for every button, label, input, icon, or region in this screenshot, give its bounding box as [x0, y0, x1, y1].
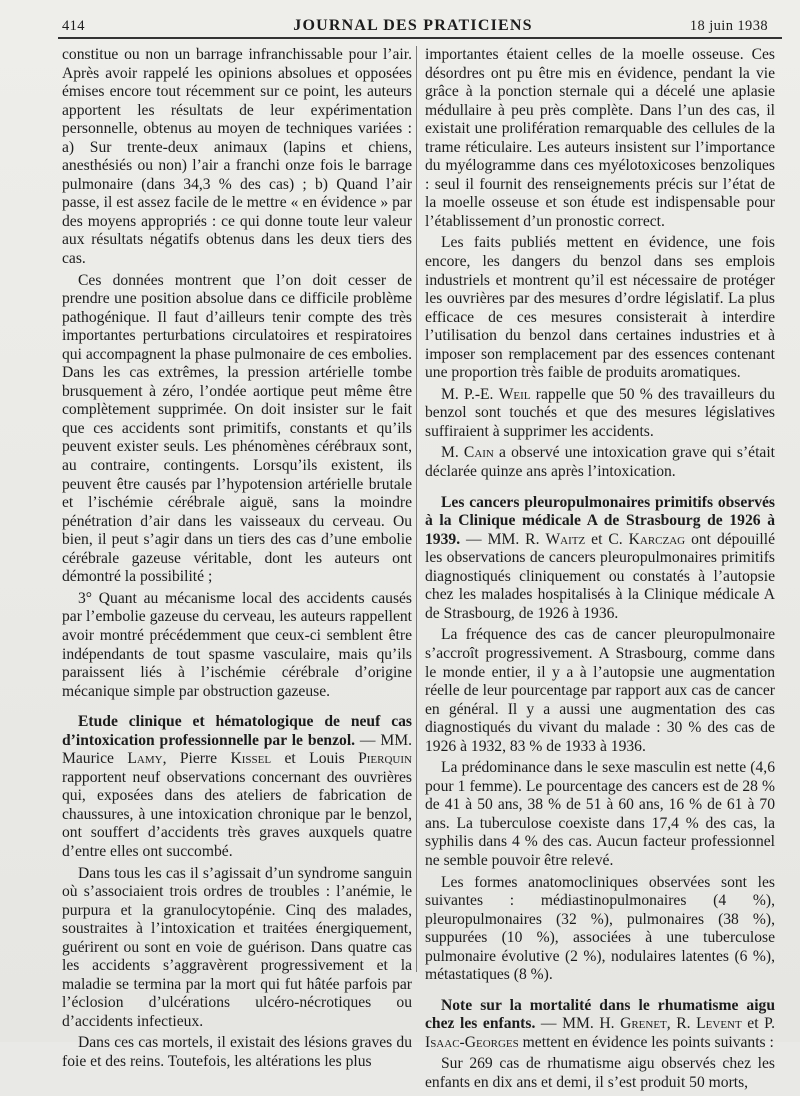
left-column	[62, 46, 412, 1075]
author-name: Waitz	[545, 530, 586, 548]
header-rule	[58, 37, 782, 39]
author-name: Kissel	[230, 750, 272, 768]
paragraph: La fréquence des cas de cancer pleuropulmonaire s’accroît progressivement. A Strasbourg, comme dans le monde entier, il y a à l’autopsie une augmentation réelle de leur pourcentage par rapport aux cas de cancer en général. Il y a aussi une augmentation des cas diagnostiqués du vivant du malade : 30 % des cas de 1926 à 1932, 83 % de 1933 à 1936.	[425, 626, 775, 755]
page-number: 414	[62, 18, 85, 34]
article-heading: Etude clinique et hématologique de neuf cas d’intoxication professionnelle par le benzol.	[62, 713, 412, 749]
column-divider	[416, 46, 417, 972]
paragraph: Dans ces cas mortels, il existait des lésions graves du foie et des reins. Toutefois, les altérations les plus	[62, 1034, 412, 1070]
author-name: Grenet	[620, 1015, 667, 1033]
author-name: Lamy	[127, 750, 163, 768]
paragraph: Dans tous les cas il s’agissait d’un syndrome sanguin où s’associaient trois ordres de troubles : l’anémie, le purpura et la granulocytopénie. Cinq des malades, soustraites à l’intoxication et traitées énergiquement, guérirent ou sont en voie de guérison. Dans quatre cas les accidents s’aggravèrent progressivement et la maladie se termina par la mort qui fut hâtée parfois par l’éclosion d’ulcérations ulcéro-nécrotiques ou d’accidents infectieux.	[62, 864, 412, 1030]
paragraph: M. Cain a observé une intoxication grave qui s’était déclarée quinze ans après l’intoxication.	[425, 444, 775, 481]
article-cancers: Les cancers pleuropulmonaires primitifs observés à la Clinique médicale A de Strasbourg de 1926 à 1939. — MM. R. Waitz et C. Karczag ont dépouillé les observations de cancers pleuropulmonaires primitifs diagnostiqués cliniquement ou constatés à l’autopsie chez les malades hospitalisés à la Clinique médicale A de Strasbourg, de 1926 à 1936.	[425, 493, 775, 622]
paragraph: Les formes anatomocliniques observées sont les suivantes : médiastinopulmonaires (4 %), pleuropulmonaires (32 %), pulmonaires (38 %), suppurées (10 %), associées à une tuberculose pulmonaire évolutive (2 %), nodulaires latentes (6 %), métastatiques (8 %).	[425, 873, 775, 984]
paragraph: La prédominance dans le sexe masculin est nette (4,6 pour 1 femme). Le pourcentage des cancers est de 28 % de 41 à 50 ans, 38 % de 51 à 60 ans, 16 % de 61 à 70 ans. La tuberculose coexiste dans 17,4 % des cas, la syphilis dans 4 % des cas. Aucun facteur professionnel ne semble pouvoir être relevé.	[425, 759, 775, 869]
article-rhumatisme: Note sur la mortalité dans le rhumatisme aigu chez les enfants. — MM. H. Grenet, R. Levent et P. Isaac-Georges mettent en évidence les points suivants :	[425, 996, 775, 1051]
paragraph: constitue ou non un barrage infranchissable pour l’air. Après avoir rappelé les opinions absolues et opposées émises encore tout récemment sur ce point, les auteurs apportent les résultats de leur expérimentation personnelle, obtenus au moyen de techniques variées : a) Sur trente-deux animaux (lapins et chiens, anesthésiés ou non) l’air a franchi onze fois le barrage pulmonaire (dans 34,3 % des cas) ; b) Quand l’air passe, il est assez facile de le mettre « en évidence » par des moyens appropriés : ce qui donne toute leur valeur aux résultats négatifs obtenus dans les deux tiers des cas.	[62, 46, 412, 268]
article-heading: Les cancers pleuropulmonaires primitifs observés à la Clinique médicale A de Strasbourg de 1926 à 1939.	[425, 493, 775, 548]
author-name: Isaac-Georges	[425, 1033, 519, 1051]
right-column	[425, 46, 775, 1096]
paragraph: Les faits publiés mettent en évidence, une fois encore, les dangers du benzol dans ses emplois industriels et montrent qu’il est nécessaire de protéger les ouvrières par des mesures d’ordre législatif. La plus efficace de ces mesures consisterait à interdire l’utilisation du benzol dans certaines industries et à imposer son remplacement par des essences contenant une proportion très faible de produits aromatiques.	[425, 234, 775, 382]
article-heading: Note sur la mortalité dans le rhumatisme aigu chez les enfants.	[425, 996, 775, 1033]
author-name: Pierquin	[358, 750, 412, 768]
paragraph: Ces données montrent que l’on doit cesser de prendre une position absolue dans ce difficile problème pathogénique. Il faut d’ailleurs tenir compte des très importantes perturbations circulatoires et respiratoires qui accompagnent la phase pulmonaire de ces embolies. Dans les cas extrêmes, la pression artérielle tombe brusquement à zéro, l’ondée aortique peut même être complètement supprimée. On doit insister sur le fait que ces accidents sont primitifs, constants et qu’ils peuvent exister seuls. Les phénomènes cérébraux sont, au contraire, contingents. Lorsqu’ils existent, ils peuvent être causés par l’hypotension artérielle brutale et l’ischémie cérébrale aiguë, sans la moindre pénétration d’air dans les vaisseaux du cerveau. Ou bien, il peut s’agir dans un tiers des cas d’une embolie cérébrale gazeuse véritable, dont les auteurs ont démontré la possibilité ;	[62, 271, 412, 586]
author-name: Karczag	[628, 530, 686, 548]
paragraph: 3° Quant au mécanisme local des accidents causés par l’embolie gazeuse du cerveau, les auteurs rappellent avoir montré précédemment que ceux-ci semblent être indépendants de tout spasme vasculaire, mais qu’ils paraissent liés à l’ischémie cérébrale d’origine mécanique simple par obstruction gazeuse.	[62, 589, 412, 700]
article-benzol: Etude clinique et hématologique de neuf cas d’intoxication professionnelle par le benzol. — MM. Maurice Lamy, Pierre Kissel et Louis Pierquin rapportent neuf observations concernant des ouvrières qui, exposées dans des ateliers de fabrication de chaussures, à une intoxication chronique par le benzol, ont souffert d’accidents très graves auxquels quatre d’entre elles ont succombé.	[62, 713, 412, 860]
author-name: Weil	[498, 385, 531, 403]
paragraph: M. P.-E. Weil rappelle que 50 % des travailleurs du benzol sont touchés et que des mesures législatives suffiraient à supprimer les accidents.	[425, 385, 776, 440]
author-name: Cain	[463, 444, 494, 462]
journal-title: JOURNAL DES PRATICIENS	[293, 17, 533, 34]
paragraph: importantes étaient celles de la moelle osseuse. Ces désordres ont pu être mis en évidence, pendant la vie grâce à la ponction sternale qui a décelé une aplasie médullaire à peu près complète. Dans l’un des cas, il existait une prolifération remarquable des cellules de la trame réticulaire. Les auteurs insistent sur l’importance du myélogramme dans ces myélotoxicoses benzoliques : seul il fournit des renseignements précis sur l’état de la moelle osseuse et son étude est indispensable pour l’établissement d’un pronostic correct.	[425, 46, 775, 230]
paragraph: Sur 269 cas de rhumatisme aigu observés chez les enfants en dix ans et demi, il s’est produit 50 morts,	[425, 1055, 775, 1091]
issue-date: 18 juin 1938	[689, 18, 768, 34]
author-name: Levent	[696, 1015, 742, 1033]
